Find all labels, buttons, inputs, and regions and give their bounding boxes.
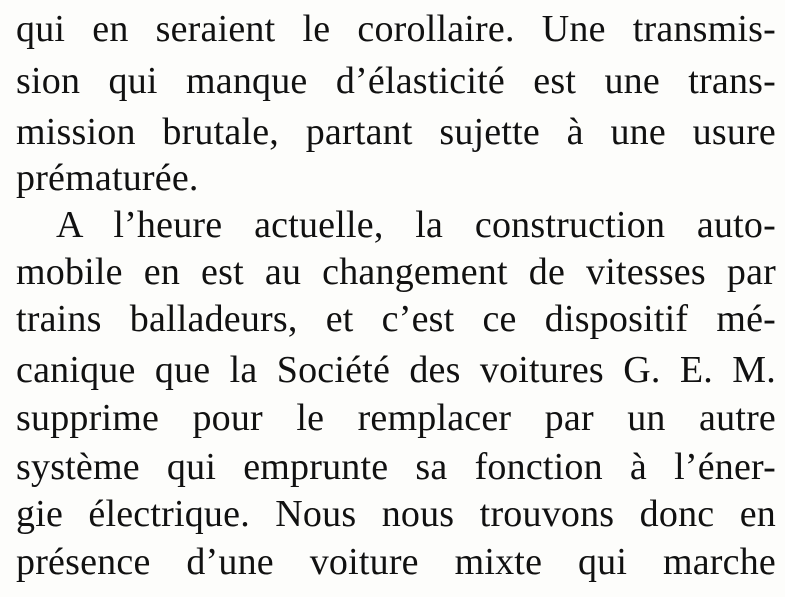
text-line: mission brutale, partant sujette à une usure bbox=[16, 111, 776, 153]
text-line: système qui emprunte sa fonction à l’éner- bbox=[16, 446, 776, 488]
text-line: présence d’une voiture mixte qui marche bbox=[16, 541, 776, 583]
text-line: supprime pour le remplacer par un autre bbox=[16, 397, 776, 439]
text-line: qui en seraient le corollaire. Une transmis- bbox=[16, 8, 776, 50]
text-line: trains balladeurs, et c’est ce dispositif mé- bbox=[16, 298, 776, 340]
paragraph-first-line: A l’heure actuelle, la construction auto- bbox=[56, 204, 776, 246]
text-line: mobile en est au changement de vitesses par bbox=[16, 251, 776, 293]
text-line: sion qui manque d’élasticité est une trans- bbox=[16, 60, 776, 102]
text-line: gie électrique. Nous nous trouvons donc en bbox=[16, 493, 776, 535]
text-line: canique que la Société des voitures G. E. M. bbox=[16, 349, 776, 391]
text-line: prématurée. bbox=[16, 157, 199, 199]
